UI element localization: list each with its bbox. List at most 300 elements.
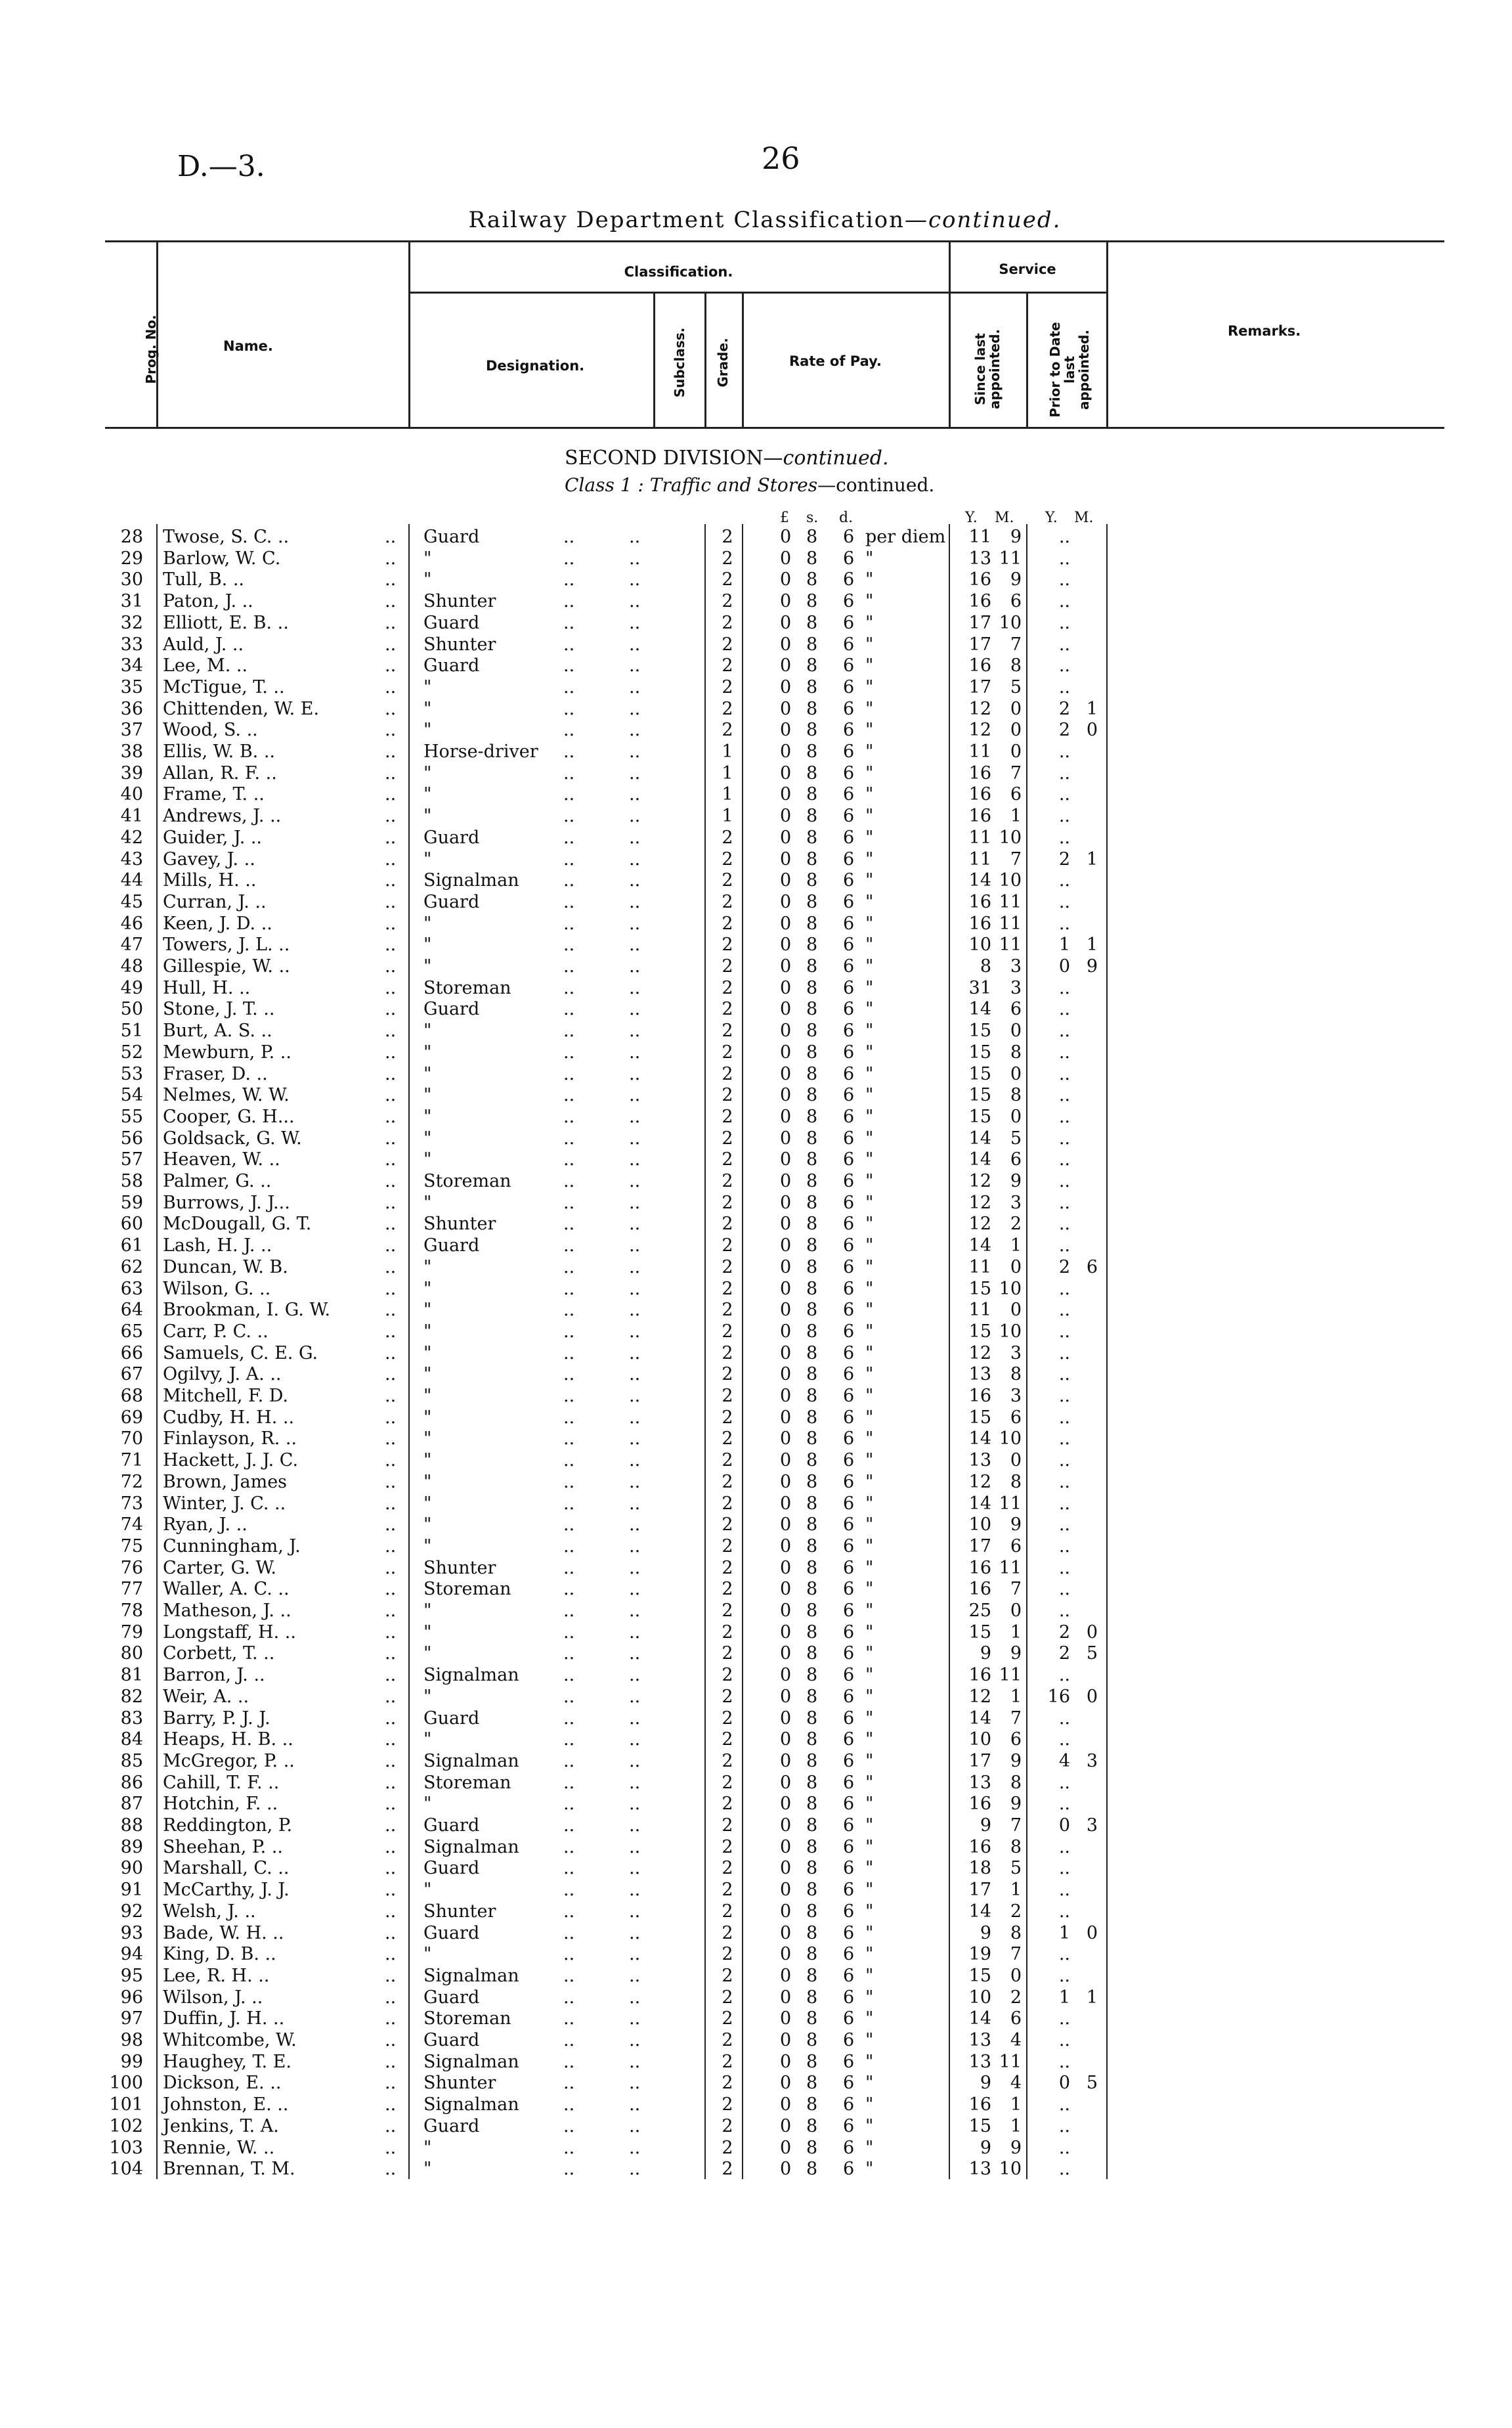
title-main: Railway Department Classification— (468, 207, 928, 233)
name-cell: Hackett, J. J. C. (163, 1450, 299, 1471)
prior-years-cell: .. (1058, 1300, 1070, 1321)
leader-dots: .. (563, 1471, 575, 1492)
leader-dots: .. (563, 935, 575, 956)
pence-cell: 6 (843, 698, 855, 719)
since-years-cell: 11 (968, 1300, 991, 1321)
leader-dots: .. (563, 2051, 575, 2072)
pounds-cell: 0 (780, 784, 792, 805)
grade-cell: 2 (722, 1235, 733, 1256)
per-cell: " (865, 1278, 874, 1299)
since-years-cell: 15 (968, 1278, 991, 1299)
since-years-cell: 13 (968, 2051, 991, 2072)
prog-no-cell: 97 (120, 2008, 143, 2029)
pounds-cell: 0 (780, 1643, 792, 1664)
pounds-cell: 0 (780, 1858, 792, 1879)
leader-dots: .. (385, 999, 397, 1020)
pence-cell: 6 (843, 1149, 855, 1170)
name-cell: Goldsack, G. W. (163, 1128, 302, 1149)
prog-no-cell: 43 (120, 849, 143, 870)
table-row (0, 1579, 1444, 1600)
name-cell: Carr, P. C. .. (163, 1321, 269, 1342)
leader-dots: .. (629, 1965, 641, 1986)
prior-years-cell: .. (1058, 1386, 1070, 1406)
designation-cell: Signalman (423, 1965, 519, 1986)
shillings-cell: 8 (806, 870, 818, 891)
leader-dots: .. (629, 1987, 641, 2008)
pence-cell: 6 (843, 1944, 855, 1965)
since-months-cell: 11 (999, 548, 1022, 569)
per-cell: " (865, 956, 874, 977)
grade-cell: 2 (722, 2137, 733, 2158)
header-prior-to-date: Prior to Date last appointed. (1047, 322, 1092, 418)
prog-no-cell: 92 (120, 1901, 143, 1922)
since-months-cell: 10 (999, 2159, 1022, 2180)
unit-years-1: Y. (965, 510, 978, 526)
since-years-cell: 14 (968, 1149, 991, 1170)
since-months-cell: 11 (999, 1665, 1022, 1686)
leader-dots: .. (629, 1836, 641, 1857)
shillings-cell: 8 (806, 1922, 818, 1943)
leader-dots: .. (385, 1235, 397, 1256)
pounds-cell: 0 (780, 1535, 792, 1556)
name-cell: Heaven, W. .. (163, 1149, 280, 1170)
leader-dots: .. (629, 2094, 641, 2115)
shillings-cell: 8 (806, 676, 818, 697)
table-row (0, 2030, 1444, 2052)
since-years-cell: 15 (968, 1622, 991, 1643)
shillings-cell: 8 (806, 698, 818, 719)
name-cell: Chittenden, W. E. (163, 698, 320, 719)
name-cell: McCarthy, J. J. (163, 1880, 290, 1901)
designation-cell: " (423, 1428, 432, 1449)
leader-dots: .. (629, 1880, 641, 1901)
leader-dots: .. (385, 2094, 397, 2115)
pence-cell: 6 (843, 1750, 855, 1771)
prior-years-cell: .. (1058, 784, 1070, 805)
prior-years-cell: .. (1058, 977, 1070, 998)
table-row (0, 1386, 1444, 1407)
prior-years-cell: .. (1058, 1021, 1070, 1042)
leader-dots: .. (629, 1815, 641, 1836)
leader-dots: .. (385, 1643, 397, 1664)
prog-no-cell: 74 (120, 1514, 143, 1535)
since-months-cell: 10 (999, 870, 1022, 891)
designation-cell: Storeman (423, 1772, 511, 1793)
prior-years-cell: .. (1058, 1149, 1070, 1170)
leader-dots: .. (385, 1622, 397, 1643)
prior-years-cell: .. (1058, 676, 1070, 697)
grade-cell: 2 (722, 1042, 733, 1063)
name-cell: Barlow, W. C. (163, 548, 281, 569)
since-months-cell: 1 (1010, 1686, 1022, 1707)
since-months-cell: 8 (1010, 1364, 1022, 1385)
leader-dots: .. (629, 1128, 641, 1149)
per-cell: " (865, 2115, 874, 2136)
since-years-cell: 11 (968, 527, 991, 547)
grade-cell: 2 (722, 1665, 733, 1686)
table-row (0, 1944, 1444, 1966)
prior-years-cell: 16 (1047, 1686, 1070, 1707)
prior-years-cell: .. (1058, 1428, 1070, 1449)
since-months-cell: 7 (1010, 1708, 1022, 1729)
shillings-cell: 8 (806, 1665, 818, 1686)
leader-dots: .. (385, 612, 397, 633)
table-row (0, 849, 1444, 871)
since-years-cell: 17 (968, 634, 991, 655)
grade-cell: 2 (722, 1063, 733, 1084)
leader-dots: .. (385, 527, 397, 547)
pounds-cell: 0 (780, 2159, 792, 2180)
since-years-cell: 11 (968, 827, 991, 848)
subsection-prefix: Class 1 : (565, 474, 644, 496)
leader-dots: .. (629, 634, 641, 655)
table-row (0, 1171, 1444, 1193)
leader-dots: .. (563, 569, 575, 590)
name-cell: Mitchell, F. D. (163, 1386, 289, 1406)
per-cell: " (865, 1256, 874, 1277)
leader-dots: .. (563, 827, 575, 848)
since-years-cell: 16 (968, 913, 991, 934)
leader-dots: .. (563, 1579, 575, 1600)
designation-cell: " (423, 1364, 432, 1385)
pounds-cell: 0 (780, 1493, 792, 1514)
shillings-cell: 8 (806, 2008, 818, 2029)
prior-years-cell: .. (1058, 569, 1070, 590)
table-row (0, 720, 1444, 741)
leader-dots: .. (563, 1708, 575, 1729)
leader-dots: .. (563, 870, 575, 891)
prior-months-cell: 1 (1086, 698, 1098, 719)
designation-cell: Signalman (423, 2051, 519, 2072)
table-row (0, 828, 1444, 849)
leader-dots: .. (385, 1729, 397, 1750)
since-years-cell: 17 (968, 1880, 991, 1901)
pounds-cell: 0 (780, 827, 792, 848)
per-cell: " (865, 1192, 874, 1213)
pence-cell: 6 (843, 1450, 855, 1471)
shillings-cell: 8 (806, 1214, 818, 1235)
name-cell: Samuels, C. E. G. (163, 1342, 318, 1363)
leader-dots: .. (385, 1493, 397, 1514)
prog-no-cell: 96 (120, 1987, 143, 2008)
designation-cell: Guard (423, 1858, 480, 1879)
grade-cell: 2 (722, 1106, 733, 1127)
leader-dots: .. (385, 1407, 397, 1428)
leader-dots: .. (563, 999, 575, 1020)
per-cell: " (865, 1901, 874, 1922)
shillings-cell: 8 (806, 1514, 818, 1535)
name-cell: McTigue, T. .. (163, 676, 285, 697)
prog-no-cell: 84 (120, 1729, 143, 1750)
leader-dots: .. (629, 2008, 641, 2029)
leader-dots: .. (563, 720, 575, 741)
since-years-cell: 12 (968, 1214, 991, 1235)
since-months-cell: 8 (1010, 1471, 1022, 1492)
prior-years-cell: .. (1058, 548, 1070, 569)
prior-years-cell: .. (1058, 527, 1070, 547)
shillings-cell: 8 (806, 1557, 818, 1578)
leader-dots: .. (563, 1686, 575, 1707)
since-years-cell: 16 (968, 1579, 991, 1600)
leader-dots: .. (385, 827, 397, 848)
name-cell: Carter, G. W. (163, 1557, 276, 1578)
leader-dots: .. (629, 612, 641, 633)
prior-months-cell: 3 (1086, 1815, 1098, 1836)
col-rule-4 (704, 292, 706, 429)
leader-dots: .. (385, 591, 397, 612)
grade-cell: 2 (722, 1836, 733, 1857)
pence-cell: 6 (843, 676, 855, 697)
pence-cell: 6 (843, 1557, 855, 1578)
pence-cell: 6 (843, 1214, 855, 1235)
name-cell: Heaps, H. B. .. (163, 1729, 293, 1750)
table-row (0, 1536, 1444, 1558)
shillings-cell: 8 (806, 1880, 818, 1901)
pence-cell: 6 (843, 1042, 855, 1063)
leader-dots: .. (385, 1794, 397, 1815)
grade-cell: 2 (722, 2051, 733, 2072)
prog-no-cell: 46 (120, 913, 143, 934)
leader-dots: .. (563, 913, 575, 934)
per-cell: " (865, 1493, 874, 1514)
prog-no-cell: 66 (120, 1342, 143, 1363)
since-months-cell: 2 (1010, 1987, 1022, 2008)
since-months-cell: 1 (1010, 1622, 1022, 1643)
pence-cell: 6 (843, 720, 855, 741)
since-months-cell: 11 (999, 1557, 1022, 1578)
grade-cell: 2 (722, 1342, 733, 1363)
prog-no-cell: 102 (109, 2115, 143, 2136)
prior-months-cell: 5 (1086, 2073, 1098, 2094)
since-months-cell: 0 (1010, 1300, 1022, 1321)
leader-dots: .. (563, 977, 575, 998)
pence-cell: 6 (843, 784, 855, 805)
shillings-cell: 8 (806, 1171, 818, 1191)
designation-cell: Guard (423, 827, 480, 848)
leader-dots: .. (629, 1600, 641, 1621)
since-months-cell: 9 (1010, 527, 1022, 547)
since-months-cell: 8 (1010, 1042, 1022, 1063)
since-months-cell: 4 (1010, 2030, 1022, 2050)
name-cell: Jenkins, T. A. (163, 2115, 279, 2136)
leader-dots: .. (385, 1750, 397, 1771)
designation-cell: " (423, 1085, 432, 1106)
grade-cell: 1 (722, 741, 733, 762)
designation-cell: " (423, 1063, 432, 1084)
leader-dots: .. (385, 1450, 397, 1471)
pounds-cell: 0 (780, 1214, 792, 1235)
per-cell: " (865, 891, 874, 912)
designation-cell: " (423, 913, 432, 934)
designation-cell: Guard (423, 612, 480, 633)
leader-dots: .. (563, 1901, 575, 1922)
per-cell: " (865, 2008, 874, 2029)
per-cell: " (865, 1386, 874, 1406)
leader-dots: .. (563, 1493, 575, 1514)
table-row (0, 2159, 1444, 2180)
per-cell: " (865, 591, 874, 612)
per-cell: " (865, 1944, 874, 1965)
since-years-cell: 16 (968, 2094, 991, 2115)
pounds-cell: 0 (780, 1149, 792, 1170)
leader-dots: .. (629, 720, 641, 741)
designation-cell: " (423, 1622, 432, 1643)
designation-cell: Shunter (423, 591, 496, 612)
name-cell: Cahill, T. F. .. (163, 1772, 280, 1793)
designation-cell: Signalman (423, 2094, 519, 2115)
leader-dots: .. (629, 1321, 641, 1342)
per-cell: " (865, 1149, 874, 1170)
prior-years-cell: 2 (1058, 720, 1070, 741)
table-row (0, 1064, 1444, 1086)
prior-years-cell: .. (1058, 1171, 1070, 1191)
prior-months-cell: 9 (1086, 956, 1098, 977)
pence-cell: 6 (843, 634, 855, 655)
prog-no-cell: 78 (120, 1600, 143, 1621)
shillings-cell: 8 (806, 1021, 818, 1042)
table-row (0, 1257, 1444, 1279)
designation-cell: " (423, 569, 432, 590)
leader-dots: .. (629, 1214, 641, 1235)
leader-dots: .. (385, 634, 397, 655)
shillings-cell: 8 (806, 1235, 818, 1256)
per-cell: " (865, 1106, 874, 1127)
pence-cell: 6 (843, 1171, 855, 1191)
designation-cell: " (423, 1514, 432, 1535)
prog-no-cell: 55 (120, 1106, 143, 1127)
designation-cell: " (423, 806, 432, 827)
grade-cell: 2 (722, 676, 733, 697)
pence-cell: 6 (843, 2073, 855, 2094)
designation-cell: " (423, 1300, 432, 1321)
grade-cell: 2 (722, 1300, 733, 1321)
shillings-cell: 8 (806, 1321, 818, 1342)
grade-cell: 2 (722, 1622, 733, 1643)
prog-no-cell: 51 (120, 1021, 143, 1042)
since-months-cell: 0 (1010, 1965, 1022, 1986)
since-years-cell: 16 (968, 655, 991, 676)
header-remarks: Remarks. (1228, 323, 1301, 339)
grade-cell: 2 (722, 870, 733, 891)
designation-cell: Guard (423, 2030, 480, 2050)
shillings-cell: 8 (806, 1901, 818, 1922)
designation-cell: Signalman (423, 870, 519, 891)
designation-cell: Shunter (423, 634, 496, 655)
designation-cell: Guard (423, 1235, 480, 1256)
prior-years-cell: .. (1058, 741, 1070, 762)
since-years-cell: 14 (968, 1128, 991, 1149)
designation-cell: " (423, 1106, 432, 1127)
table-row (0, 1987, 1444, 2009)
since-months-cell: 8 (1010, 1836, 1022, 1857)
table-row (0, 1643, 1444, 1665)
prior-months-cell: 1 (1086, 935, 1098, 956)
grade-cell: 2 (722, 1256, 733, 1277)
header-subclass: Subclass. (672, 327, 687, 398)
shillings-cell: 8 (806, 1342, 818, 1363)
leader-dots: .. (563, 1342, 575, 1363)
leader-dots: .. (563, 1192, 575, 1213)
grade-cell: 2 (722, 977, 733, 998)
leader-dots: .. (629, 1535, 641, 1556)
since-months-cell: 6 (1010, 1535, 1022, 1556)
leader-dots: .. (385, 1600, 397, 1621)
designation-cell: " (423, 1128, 432, 1149)
shillings-cell: 8 (806, 956, 818, 977)
leader-dots: .. (385, 2115, 397, 2136)
leader-dots: .. (385, 1106, 397, 1127)
designation-cell: " (423, 1944, 432, 1965)
since-months-cell: 3 (1010, 1192, 1022, 1213)
since-months-cell: 10 (999, 1321, 1022, 1342)
shillings-cell: 8 (806, 1858, 818, 1879)
leader-dots: .. (385, 1514, 397, 1535)
pounds-cell: 0 (780, 1750, 792, 1771)
leader-dots: .. (629, 999, 641, 1020)
grade-cell: 2 (722, 720, 733, 741)
leader-dots: .. (385, 1535, 397, 1556)
leader-dots: .. (385, 1815, 397, 1836)
table-row (0, 1751, 1444, 1773)
leader-dots: .. (385, 784, 397, 805)
leader-dots: .. (563, 1815, 575, 1836)
pence-cell: 6 (843, 569, 855, 590)
prog-no-cell: 88 (120, 1815, 143, 1836)
shillings-cell: 8 (806, 569, 818, 590)
designation-cell: " (423, 698, 432, 719)
since-months-cell: 3 (1010, 1386, 1022, 1406)
pence-cell: 6 (843, 548, 855, 569)
since-months-cell: 7 (1010, 1815, 1022, 1836)
unit-pence: d. (839, 510, 853, 526)
shillings-cell: 8 (806, 2073, 818, 2094)
designation-cell: " (423, 784, 432, 805)
name-cell: Nelmes, W. W. (163, 1085, 290, 1106)
since-months-cell: 11 (999, 935, 1022, 956)
table-row (0, 1128, 1444, 1150)
prior-years-cell: .. (1058, 1278, 1070, 1299)
prior-years-cell: .. (1058, 1600, 1070, 1621)
leader-dots: .. (385, 1342, 397, 1363)
since-months-cell: 6 (1010, 1149, 1022, 1170)
table-row (0, 1343, 1444, 1365)
shillings-cell: 8 (806, 2115, 818, 2136)
prog-no-cell: 45 (120, 891, 143, 912)
leader-dots: .. (563, 1880, 575, 1901)
leader-dots: .. (563, 1750, 575, 1771)
name-cell: Lash, H. J. .. (163, 1235, 272, 1256)
since-years-cell: 10 (968, 1987, 991, 2008)
pence-cell: 6 (843, 999, 855, 1020)
shillings-cell: 8 (806, 1450, 818, 1471)
pence-cell: 6 (843, 1278, 855, 1299)
pence-cell: 6 (843, 1729, 855, 1750)
since-months-cell: 10 (999, 612, 1022, 633)
leader-dots: .. (629, 913, 641, 934)
pounds-cell: 0 (780, 1021, 792, 1042)
shillings-cell: 8 (806, 1256, 818, 1277)
prog-no-cell: 59 (120, 1192, 143, 1213)
table-row (0, 527, 1444, 548)
pence-cell: 6 (843, 1428, 855, 1449)
prior-years-cell: .. (1058, 870, 1070, 891)
grade-cell: 2 (722, 1471, 733, 1492)
prog-no-cell: 68 (120, 1386, 143, 1406)
pounds-cell: 0 (780, 806, 792, 827)
leader-dots: .. (385, 1708, 397, 1729)
pence-cell: 6 (843, 977, 855, 998)
leader-dots: .. (629, 1171, 641, 1191)
